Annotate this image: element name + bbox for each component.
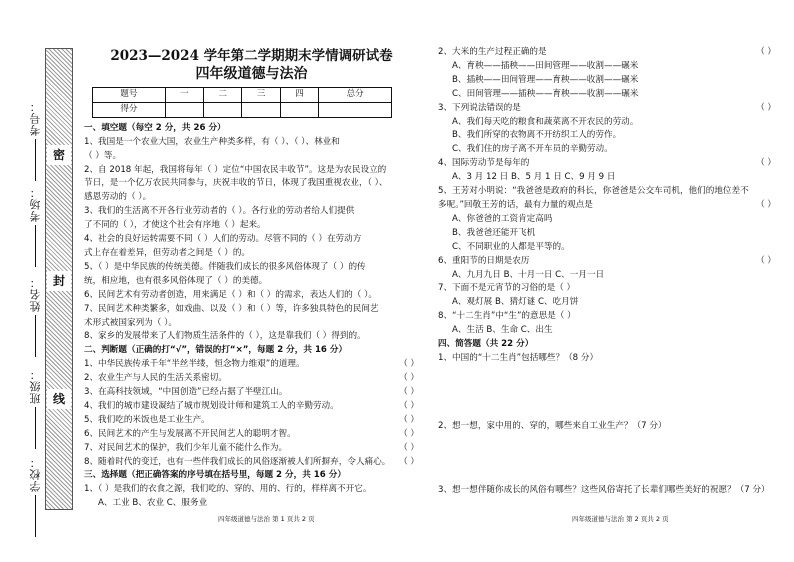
true-false-item: 7、对民间艺术的保护，我们少年儿童不能什么作为。 （ ） <box>84 442 419 456</box>
answer-paren[interactable]: （ ） <box>756 47 776 57</box>
choice-question-5: 5、王芳对小明说：“我爸爸是政府的科长，你爸爸是公交车司机，他们的地位差不 <box>438 186 749 197</box>
short-answer-question-1: 1、中国的“十二生肖”包括哪些？（8 分） <box>438 352 599 363</box>
answer-paren[interactable]: （ ） <box>399 387 419 398</box>
score-header-cell: 一 <box>165 88 203 103</box>
fill-blank-line: 1、我国是一个农业大国，农业生产种类多样，有（ ）、（ ）、林业和 <box>84 136 340 147</box>
seal-line-strip <box>45 48 73 510</box>
exam-title: 2023—2024 学年第二学期期末学情调研试卷 <box>110 48 393 64</box>
class-field: 班级： <box>28 368 44 449</box>
exam-number-field: 考号： <box>28 100 44 181</box>
seal-mark-xian: 线 <box>47 389 71 409</box>
answer-paren[interactable]: （ ） <box>399 456 419 467</box>
true-false-item: 8、随着时代的变迁，也有一些伴我们成长的风俗逐渐被人们所摒弃，令人痛心。 （ ） <box>84 456 419 470</box>
score-header-cell: 总分 <box>319 88 392 103</box>
school-field: 学校： <box>28 456 44 537</box>
choice-question-4: 4、国际劳动节是每年的 （ ） <box>438 157 776 171</box>
choice-option: A、育秧——插秧——田间管理——收割——碾米 <box>452 60 639 71</box>
fill-blank-line: 3、我们的生活离不开各行业劳动者的（ ）。各行业的劳动者给人们提供 <box>84 206 355 217</box>
choice-option: C、我们住的房子离不开车员的辛勤劳动。 <box>452 144 613 155</box>
choice-question-1: 1、（ ）是我们的衣食之源，我们吃的、穿的、用的、行的，样样离不开它。 <box>84 484 372 495</box>
short-answer-question-3: 3、想一想伴随你成长的风俗有哪些？这些风俗寄托了长辈们哪些美好的祝愿？（7 分） <box>438 484 770 495</box>
answer-paren[interactable]: （ ） <box>399 373 419 384</box>
score-table <box>92 87 392 118</box>
section-choice-heading: 三、选择题（把正确答案的序号填在括号里，每题 2 分，共 16 分） <box>84 470 346 481</box>
seal-mark-feng: 封 <box>47 271 71 291</box>
choice-option: A、生活 B、生命 C、出生 <box>452 325 553 336</box>
score-header-cell: 二 <box>204 88 242 103</box>
choice-question-7: 7、下面不是元宵节的习俗的是（ ） <box>438 283 576 294</box>
fill-blank-line: 了不同的（ ），才使这个社会有序地（ ）起来。 <box>84 220 266 231</box>
true-false-item: 2、农业生产与人民的生活关系密切。 （ ） <box>84 372 419 386</box>
score-input-cell[interactable] <box>204 102 242 117</box>
true-false-item: 1、中华民族传承千年“半丝半缕，恒念物力维艰”的道理。 （ ） <box>84 358 419 372</box>
section-true-false-heading: 二、判断题（正确的打“√”，错误的打“×”，每题 2 分，共 16 分） <box>84 345 348 356</box>
score-input-cell[interactable] <box>165 102 203 117</box>
fill-blank-line: 2、自 2018 年起，我国将每年（ ）定位“中国农民丰收节”。这是为农民设立的 <box>84 164 387 175</box>
score-header-cell: 四 <box>280 88 318 103</box>
choice-question-8: 8、“十二生肖”中“生”的意思是（ ） <box>438 311 576 322</box>
answer-space[interactable] <box>438 366 776 420</box>
answer-paren[interactable]: （ ） <box>399 414 419 425</box>
choice-option: A、你爸爸的工资肯定高吗 <box>452 213 553 224</box>
choice-question-6: 6、重阳节的日期是农历 （ ） <box>438 255 776 269</box>
choice-option: A、观灯展 B、猜灯谜 C、吃月饼 <box>452 297 579 308</box>
fill-blank-line: 6、民间艺术有劳动者创造，用来满足（ ）和（ ）的需求，表达人们的（ ）。 <box>84 289 377 300</box>
exam-room-field: 考场： <box>28 186 44 267</box>
fill-blank-line: 感恩劳动的（ ）。 <box>84 192 152 203</box>
answer-paren[interactable]: （ ） <box>399 359 419 370</box>
section-short-answer-heading: 四、简答题（共 22 分） <box>438 339 534 350</box>
exam-subtitle: 四年级道德与法治 <box>195 66 308 82</box>
answer-paren[interactable]: （ ） <box>399 442 419 453</box>
choice-option: C、不同职业的人都是平等的。 <box>452 241 570 252</box>
fill-blank-line: （ ）等。 <box>84 150 122 161</box>
true-false-item: 5、我们吃的米饭也是工业生产。 （ ） <box>84 414 419 428</box>
score-input-cell[interactable] <box>280 102 318 117</box>
choice-option: A、3 月 12 日 B、5 月 1 日 C、9 月 9 日 <box>452 172 616 183</box>
choice-option: A、我们每天吃的粮食和蔬菜离不开农民的劳动。 <box>452 116 639 127</box>
choice-option: B、我爸爸还能开飞机 <box>452 227 536 238</box>
true-false-item: 6、民间艺术的产生与发展离不开民间艺人的聪明才智。 （ ） <box>84 428 419 442</box>
fill-blank-line: 8、家乡的发展带来了人们物质生活条件的（ ），这是靠我们（ ）得到的。 <box>84 331 366 342</box>
choice-question-5-cont: 多呢。”回敬王芳的话，最有力量的观点是 （ ） <box>438 199 776 213</box>
choice-option: C、田间管理——插秧——育秧——收割——碾米 <box>452 88 639 99</box>
section-fill-blank-heading: 一、填空题（每空 2 分，共 26 分） <box>84 122 226 133</box>
true-false-item: 3、在高科技领域，“中国创造”已经占据了半壁江山。 （ ） <box>84 386 419 400</box>
fill-blank-line: 7、民间艺术种类繁多，如戏曲、以及（ ）和（ ）等，许多独具特色的民间艺 <box>84 303 379 314</box>
score-header-cell: 三 <box>242 88 280 103</box>
choice-option: B、我们所穿的衣物离不开纺织工人的劳作。 <box>452 130 622 141</box>
answer-paren[interactable]: （ ） <box>399 400 419 411</box>
choice-option: B、插秧——田间管理——育秧——收割——碾米 <box>452 74 639 85</box>
score-input-cell[interactable] <box>319 102 392 117</box>
choice-question-3: 3、下列说法错误的是 （ ） <box>438 102 776 116</box>
fill-blank-line: 4、社会的良好运转需要不同（ ）人们的劳动。尽管不同的（ ）在劳动方 <box>84 234 362 245</box>
score-label-cell: 得分 <box>93 102 166 117</box>
fill-blank-line: 统，相应地，也有很多风俗体现了（ ）的美德。 <box>84 275 268 286</box>
score-input-cell[interactable] <box>242 102 280 117</box>
right-column <box>438 46 776 498</box>
answer-paren[interactable]: （ ） <box>756 199 776 210</box>
answer-paren[interactable]: （ ） <box>756 255 776 266</box>
seal-mark-mi: 密 <box>47 145 71 165</box>
choice-question-2: 2、大米的生产过程正确的是 （ ） <box>438 46 776 60</box>
choice-option: A、九月九日 B、十月一日 C、一月一日 <box>452 269 605 280</box>
fill-blank-line: 节日，是一个亿万农民共同参与，庆祝丰收的节日，体现了我国重视农业，（ ）、 <box>84 178 388 189</box>
fill-blank-line: 5、（ ）是中华民族的传统美德。伴随我们成长的很多风俗体现了（ ）的传 <box>84 261 366 272</box>
answer-space[interactable] <box>438 434 776 484</box>
short-answer-question-2: 2、想一想，家中用的、穿的，哪些来自工业生产？（7 分） <box>438 420 667 431</box>
fill-blank-line: 式上存在着差异，但劳动者之间是（ ）的。 <box>84 247 251 258</box>
answer-paren[interactable]: （ ） <box>756 158 776 169</box>
answer-paren[interactable]: （ ） <box>756 102 776 113</box>
page-footer-right: 四年级道德与法治 第 2 页共 2 页 <box>572 515 669 523</box>
fill-blank-line: 术形式被国家列为（ ）。 <box>84 317 177 328</box>
answer-paren[interactable]: （ ） <box>399 428 419 439</box>
true-false-item: 4、我们的城市建设凝结了城市规划设计师和建筑工人的辛勤劳动。 （ ） <box>84 400 419 414</box>
score-header-cell: 题号 <box>93 88 166 103</box>
name-field: 姓名： <box>28 276 44 357</box>
choice-options-1: A、工业 B、农业 C、服务业 <box>98 498 208 509</box>
page-footer-left: 四年级道德与法治 第 1 页共 2 页 <box>218 515 315 523</box>
left-column <box>84 46 419 511</box>
